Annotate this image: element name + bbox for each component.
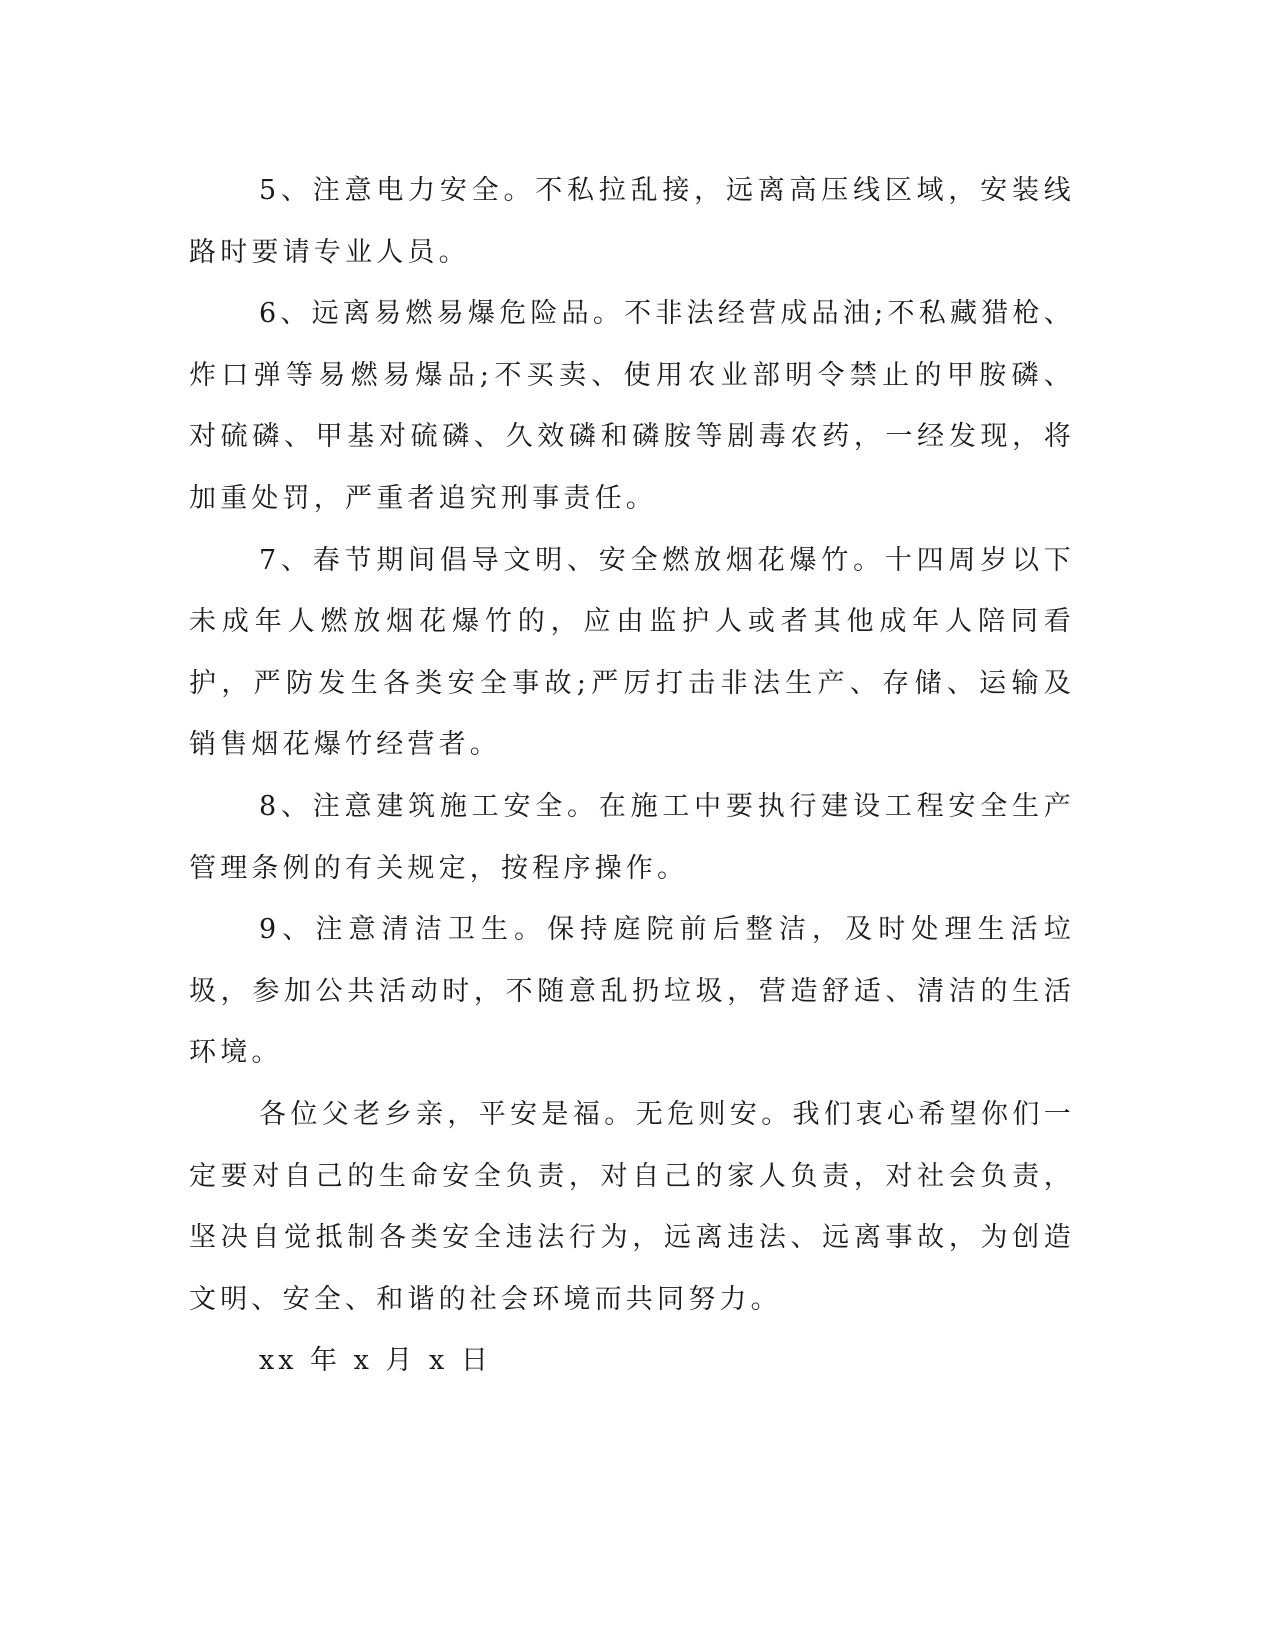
document-body: [189, 160, 1075, 1392]
paragraph-hazardous-materials: 6、远离易燃易爆危险品。不非法经营成品油;不私藏猎枪、炸口弹等易燃易爆品;不买卖、使用农业部明令禁止的甲胺磷、对硫磷、甲基对硫磷、久效磷和磷胺等剧毒农药，一经发现，将加重处罚，严重者追究刑事责任。: [189, 298, 1075, 514]
paragraph-sanitation: 9、注意清洁卫生。保持庭院前后整洁，及时处理生活垃圾，参加公共活动时，不随意乱扔垃圾，营造舒适、清洁的生活环境。: [189, 914, 1075, 1069]
paragraph-electric-safety: 5、注意电力安全。不私拉乱接，远离高压线区域，安装线路时要请专业人员。: [189, 175, 1075, 268]
paragraph-closing-appeal: 各位父老乡亲，平安是福。无危则安。我们衷心希望你们一定要对自己的生命安全负责，对自己的家人负责，对社会负责，坚决自觉抵制各类安全违法行为，远离违法、远离事故，为创造文明、安全、和谐的社会环境而共同努力。: [189, 1098, 1075, 1315]
document-date: xx 年 x 月 x 日: [259, 1345, 492, 1377]
paragraph-construction-safety: 8、注意建筑施工安全。在施工中要执行建设工程安全生产管理条例的有关规定，按程序操作。: [189, 790, 1075, 884]
paragraph-fireworks: 7、春节期间倡导文明、安全燃放烟花爆竹。十四周岁以下未成年人燃放烟花爆竹的，应由监护人或者其他成年人陪同看护，严防发生各类安全事故;严厉打击非法生产、存储、运输及销售烟花爆竹经营者。: [189, 544, 1075, 761]
